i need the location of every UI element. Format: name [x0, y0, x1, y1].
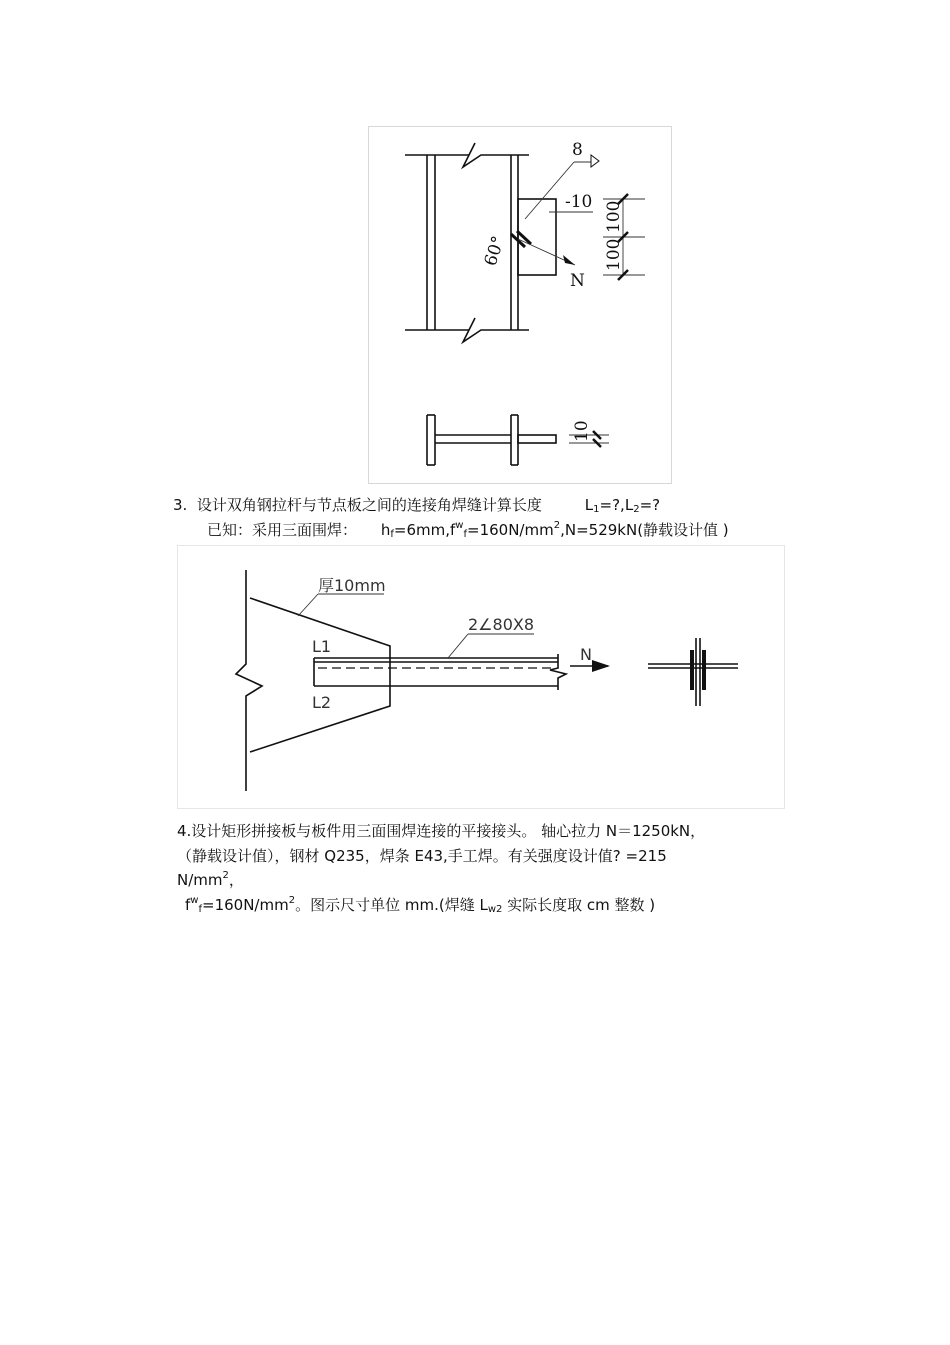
fw-exp: 2 [553, 520, 561, 531]
known-prefix: 已知：采用三面围焊： [207, 521, 358, 539]
problem-4-line-1 [177, 821, 705, 841]
ask-l1-sub: 1 [593, 504, 600, 515]
force-label: N [570, 271, 585, 291]
hf-sub: f [390, 529, 394, 540]
figure-2-angle-gusset-connection [177, 545, 785, 809]
p4-rest: 。图示尺寸单位 mm.(焊缝 L [295, 896, 488, 914]
p4-fw-val: =160N/mm [202, 896, 289, 914]
p4-line2: （静载设计值），钢材 Q235，焊条 E43,手工焊。有关强度设计值? =215 [177, 847, 667, 865]
problem-3-number: 3. [173, 496, 188, 514]
ask-l2-sub: 2 [633, 504, 640, 515]
n-val: ,N=529kN(静载设计值 ) [560, 521, 729, 539]
thickness-label: 10 [572, 420, 592, 442]
ask-end: =? [639, 496, 661, 514]
angle-label: 60° [480, 233, 510, 269]
ask-mid: =?,L [599, 496, 634, 514]
problem-3-statement [173, 495, 660, 515]
figure-2-drawing [178, 546, 784, 808]
force-label: N [580, 645, 592, 664]
l1-label: L1 [312, 637, 332, 656]
angle-section-label: 2∠80X8 [468, 615, 535, 634]
fw-val: =160N/mm [467, 521, 554, 539]
figure-1-bracket-connection [368, 126, 672, 484]
problem-4-line-4 [185, 895, 655, 915]
hf: h [380, 521, 391, 539]
problem-4-line-3 [177, 870, 244, 890]
p4-fw-sub: f [198, 904, 202, 915]
p4-f: f [185, 896, 191, 914]
l2-label: L2 [312, 693, 332, 712]
problem-3-text: 设计双角钢拉杆与节点板之间的连接角焊缝计算长度 [196, 496, 542, 514]
plate-thickness-label: 厚10mm [318, 576, 386, 595]
p4-line3-sup: 2 [222, 870, 229, 881]
p4-w2: w2 [487, 904, 503, 915]
plate-label: -10 [565, 192, 593, 212]
ask-l1: L [584, 496, 594, 514]
dim-lower-label: 100 [604, 238, 624, 271]
p4-line3-end: ， [228, 871, 244, 889]
figure-1-drawing [369, 127, 671, 483]
p4-line1: 4.设计矩形拼接板与板件用三面围焊连接的平接接头。 轴心拉力 N＝1250kN， [177, 822, 706, 840]
problem-4-line-2 [177, 846, 667, 866]
fw-sup: w [455, 520, 464, 531]
p4-end: 实际长度取 cm 整数 ) [502, 896, 656, 914]
dim-upper-label: 100 [604, 200, 624, 233]
problem-3-known [207, 520, 729, 540]
p4-line3: N/mm [177, 871, 223, 889]
fw-sub: f [463, 529, 468, 540]
p4-fw-sup: w [190, 895, 199, 906]
hf-val: =6mm,f [393, 521, 456, 539]
p4-fw-exp: 2 [288, 895, 296, 906]
weld-size-label: 8 [572, 140, 583, 160]
